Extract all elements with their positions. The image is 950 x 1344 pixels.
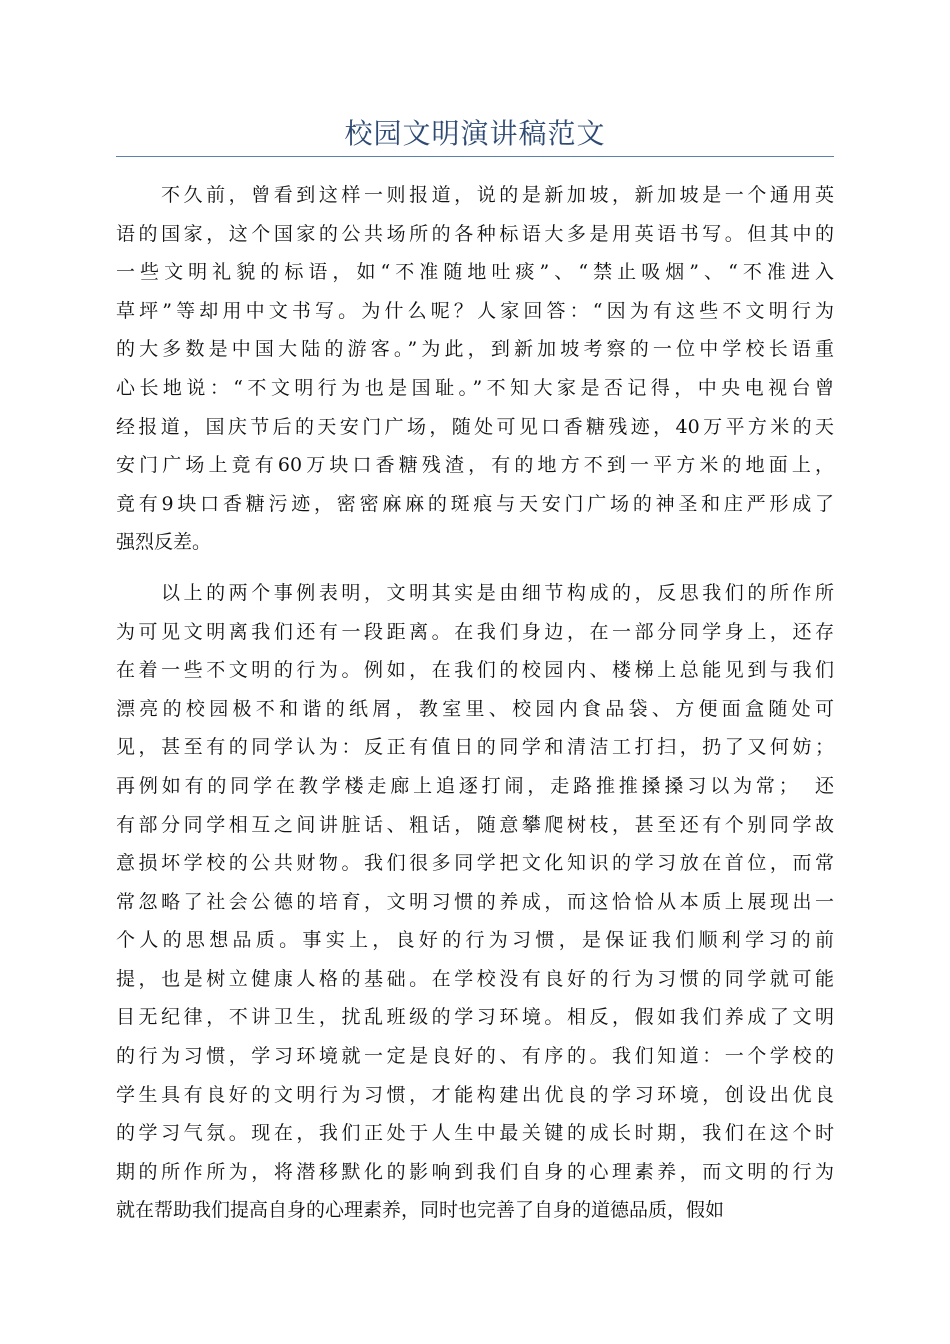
paragraph-line: 不久前，曾看到这样一则报道，说的是新加坡，新加坡是一个通用英 xyxy=(161,184,834,206)
paragraph-line: 语的国家，这个国家的公共场所的各种标语大多是用英语书写。但其中的 xyxy=(116,222,834,245)
paragraph-line: 为可见文明离我们还有一段距离。在我们身边，在一部分同学身上，还存 xyxy=(116,620,834,643)
paragraph-line: 草坪”等却用中文书写。为什么呢？人家回答：“因为有这些不文明行为 xyxy=(116,299,834,322)
paragraph-line: 意损坏学校的公共财物。我们很多同学把文化知识的学习放在首位，而常 xyxy=(116,852,834,875)
paragraph-line: 的学习气氛。现在，我们正处于人生中最关键的成长时期，我们在这个时 xyxy=(116,1122,834,1145)
paragraph-line: 的行为习惯，学习环境就一定是良好的、有序的。我们知道：一个学校的 xyxy=(116,1045,834,1068)
paragraph-line: 提，也是树立健康人格的基础。在学校没有良好的行为习惯的同学就可能 xyxy=(116,967,834,990)
title-underline xyxy=(116,156,834,157)
paragraph-line: 个人的思想品质。事实上，良好的行为习惯，是保证我们顺利学习的前 xyxy=(116,929,834,952)
paragraph-line: 的大多数是中国大陆的游客。”为此，到新加坡考察的一位中学校长语重 xyxy=(116,338,834,361)
paragraph-line: 常忽略了社会公德的培育，文明习惯的养成，而这恰恰从本质上展现出一 xyxy=(116,890,834,913)
paragraph-line: 有部分同学相互之间讲脏话、粗话，随意攀爬树枝，甚至还有个别同学故 xyxy=(116,813,834,836)
paragraph-line: 再例如有的同学在教学楼走廊上追逐打闹，走路推推搡搡习以为常； 还 xyxy=(116,774,834,797)
paragraph-line: 就在帮助我们提高自身的心理素养，同时也完善了自身的道德品质，假如 xyxy=(116,1199,725,1222)
paragraph-line: 心长地说：“不文明行为也是国耻。”不知大家是否记得，中央电视台曾 xyxy=(116,376,834,399)
paragraph-line: 在着一些不文明的行为。例如，在我们的校园内、楼梯上总能见到与我们 xyxy=(116,659,834,682)
paragraph-line: 以上的两个事例表明，文明其实是由细节构成的，反思我们的所作所 xyxy=(161,581,834,604)
paragraph xyxy=(116,574,834,1230)
document-title: 校园文明演讲稿范文 xyxy=(344,117,606,150)
paragraph-line: 经报道，国庆节后的天安门广场，随处可见口香糖残迹，40万平方米的天 xyxy=(116,415,834,438)
paragraph-line: 强烈反差。 xyxy=(116,531,212,554)
paragraph-line: 见，甚至有的同学认为：反正有值日的同学和清洁工打扫，扔了又何妨； xyxy=(116,736,834,759)
paragraph-line: 一些文明礼貌的标语，如“不准随地吐痰”、“禁止吸烟”、“不准进入 xyxy=(116,261,834,284)
document-body xyxy=(116,176,834,1242)
paragraph-line: 目无纪律，不讲卫生，扰乱班级的学习环境。相反，假如我们养成了文明 xyxy=(116,1006,834,1029)
paragraph-line: 期的所作所为，将潜移默化的影响到我们自身的心理素养，而文明的行为 xyxy=(116,1160,834,1183)
paragraph-line: 漂亮的校园极不和谐的纸屑，教室里、校园内食品袋、方便面盒随处可 xyxy=(116,697,834,720)
paragraph xyxy=(116,176,834,562)
paragraph-line: 安门广场上竟有60万块口香糖残渣，有的地方不到一平方米的地面上， xyxy=(116,454,834,477)
paragraph-line: 竟有9块口香糖污迹，密密麻麻的斑痕与天安门广场的神圣和庄严形成了 xyxy=(116,492,834,515)
paragraph-line: 学生具有良好的文明行为习惯，才能构建出优良的学习环境，创设出优良 xyxy=(116,1083,834,1106)
